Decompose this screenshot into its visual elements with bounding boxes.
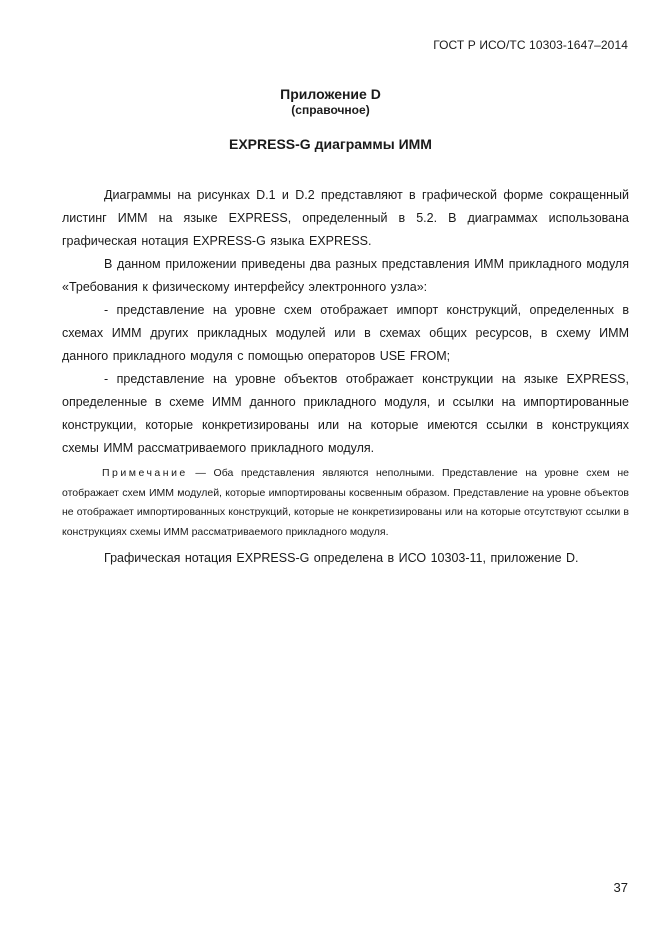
page-number: 37 [613,880,628,895]
note-label: Примечание [102,467,188,479]
list-item-schema-level: - представление на уровне схем отображает импорт конструкций, определенных в схемах ИММ других прикладных модулей или в схемах общих ресурсов, в схему ИММ данного прикладного модуля с помощью операторов USE FROM; [62,303,629,363]
body-text [62,184,629,570]
paragraph-representations: В данном приложении приведены два разных представления ИММ прикладного модуля «Требования к физическому интерфейсу электронного узла»: [62,257,629,294]
paragraph-notation-reference: Графическая нотация EXPRESS-G определена в ИСО 10303-11, приложение D. [104,551,579,565]
appendix-status-note: (справочное) [291,103,370,117]
appendix-title: Приложение D [280,86,381,102]
section-title: EXPRESS-G диаграммы ИММ [229,136,432,152]
paragraph-diagrams-intro: Диаграммы на рисунках D.1 и D.2 представляют в графической форме сокращенный листинг ИММ на языке EXPRESS, определенный в 5.2. В диаграммах использована графическая нотация EXPRESS-G языка EXPRESS. [62,188,629,248]
note-block [62,464,629,542]
note-text: Оба представления являются неполными. Представление на уровне схем не отображает схем ИММ модулей, которые импортированы косвенным образом. Представление на уровне объектов не отображает импортированных конструкций, которые не конкретизированы или на которые отсутствуют ссылки в конструкциях схемы ИММ рассматриваемого прикладного модуля. [62,467,630,538]
list-item-entity-level: - представление на уровне объектов отображает конструкции на языке EXPRESS, определенные в схеме ИММ данного прикладного модуля, и ссылки на импортированные конструкции, которые конкретизированы или на которые имеются ссылки в конструкциях схемы ИММ рассматриваемого прикладного модуля. [62,372,629,455]
document-header: ГОСТ Р ИСО/ТС 10303-1647–2014 [433,38,628,52]
note-dash: — [187,467,214,479]
